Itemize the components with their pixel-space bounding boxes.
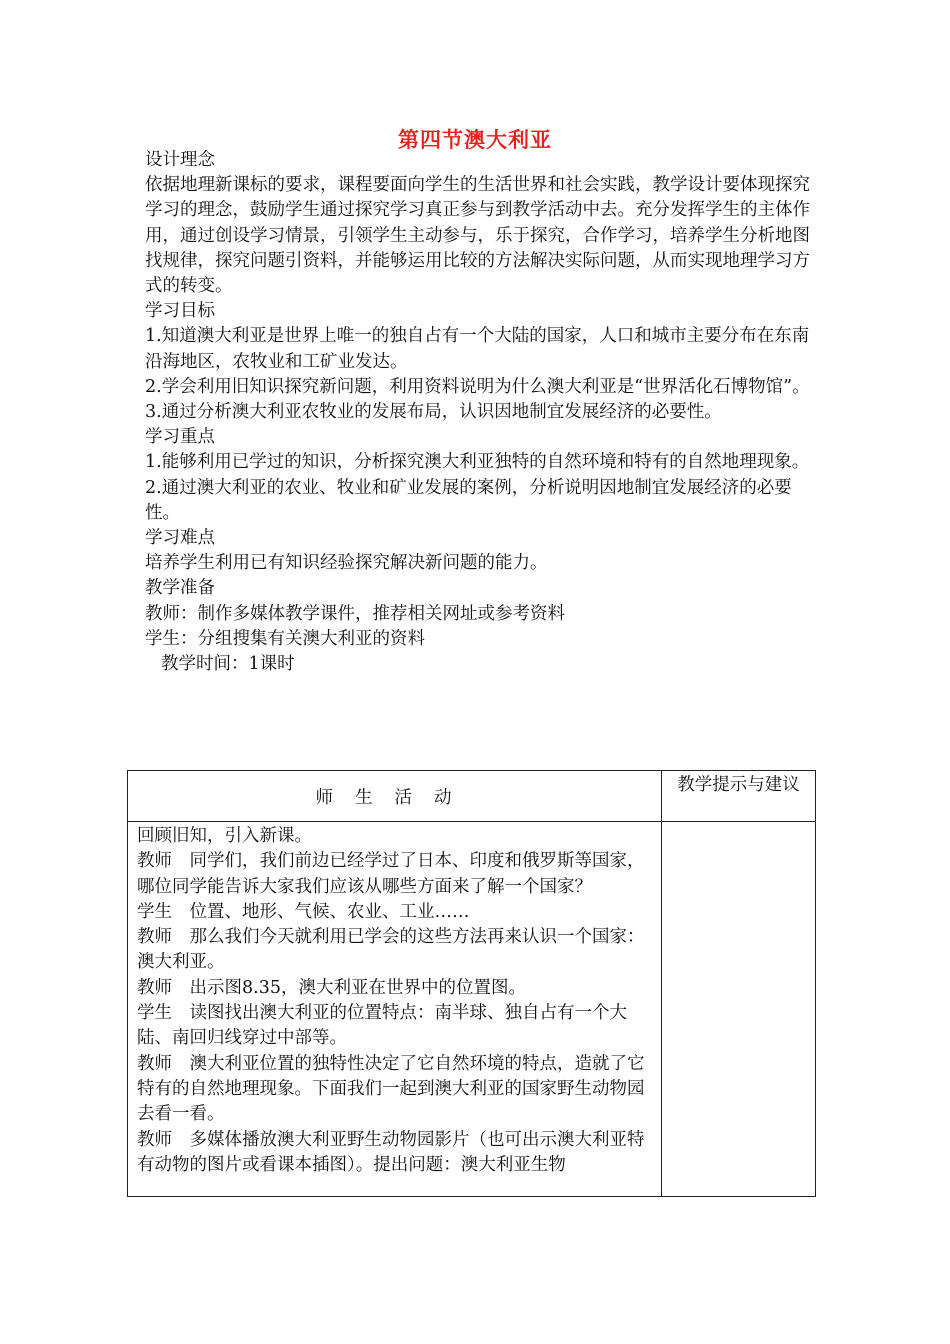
goals-heading: 学习目标 — [145, 301, 215, 322]
design-heading: 设计理念 — [145, 150, 215, 170]
activity-header: 师生活动 — [128, 771, 662, 822]
difficulty-text: 培养学生利用已有知识经验探究解决新问题的能力。 — [145, 553, 548, 574]
table-header-row — [128, 771, 816, 822]
goal-item: 2.学会利用旧知识探究新问题，利用资料说明为什么澳大利亚是“世界活化石博物馆”。 — [145, 376, 810, 397]
teaching-time: 教学时间：1课时 — [161, 654, 295, 675]
activity-line: 教师 同学们，我们前边已经学过了日本、印度和俄罗斯等国家，哪位同学能告诉大家我们应该从哪些方面来了解一个国家？ — [137, 851, 645, 897]
activity-line: 教师 那么我们今天就利用已学会的这些方法再来认识一个国家：澳大利亚。 — [137, 927, 645, 973]
hint-cell — [662, 822, 816, 1197]
activity-line: 教师 多媒体播放澳大利亚野生动物园影片（也可出示澳大利亚特有动物的图片或看课本插图）。提出问题：澳大利亚生物 — [137, 1129, 645, 1175]
table-row — [128, 822, 816, 1197]
prep-teacher: 教师：制作多媒体教学课件，推荐相关网址或参考资料 — [145, 603, 565, 624]
hint-header: 教学提示与建议 — [662, 771, 816, 822]
key-point: 2.通过澳大利亚的农业、牧业和矿业发展的案例，分析说明因地制宜发展经济的必要性。 — [145, 477, 792, 523]
activity-line: 教师 澳大利亚位置的独特性决定了它自然环境的特点，造就了它特有的自然地理现象。下面我们一起到澳大利亚的国家野生动物园去看一看。 — [137, 1053, 645, 1125]
activity-line: 教师 出示图8.35，澳大利亚在世界中的位置图。 — [137, 977, 526, 998]
key-heading: 学习重点 — [145, 427, 215, 448]
activity-line: 学生 读图找出澳大利亚的位置特点：南半球、独自占有一个大陆、南回归线穿过中部等。 — [137, 1003, 627, 1049]
activity-line: 学生 位置、地形、气候、农业、工业…… — [137, 901, 470, 922]
design-text: 依据地理新课标的要求，课程要面向学生的生活世界和社会实践，教学设计要体现探究学习的理念，鼓励学生通过探究学习真正参与到教学活动中去。充分发挥学生的主体作用，通过创设学习情景，引领学生主动参与，乐于探究，合作学习，培养学生分析地图找规律，探究问题引资料，并能够运用比较的方法解决实际问题，从而实现地理学习方式的转变。 — [145, 175, 810, 297]
activity-cell — [128, 822, 662, 1197]
goal-item: 3.通过分析澳大利亚农牧业的发展布局，认识因地制宜发展经济的必要性。 — [145, 402, 722, 423]
activity-line: 回顾旧知，引入新课。 — [137, 826, 312, 846]
prep-heading: 教学准备 — [145, 578, 215, 599]
difficulty-heading: 学习难点 — [145, 528, 215, 549]
goal-item: 1.知道澳大利亚是世界上唯一的独自占有一个大陆的国家，人口和城市主要分布在东南沿海地区，农牧业和工矿业发达。 — [145, 326, 810, 372]
page-title: 第四节澳大利亚 — [398, 127, 552, 152]
activity-table — [127, 770, 816, 1197]
key-point: 1.能够利用已学过的知识，分析探究澳大利亚独特的自然环境和特有的自然地理现象。 — [145, 452, 810, 473]
prep-student: 学生：分组搜集有关澳大利亚的资料 — [145, 628, 425, 649]
lesson-intro — [145, 148, 815, 677]
